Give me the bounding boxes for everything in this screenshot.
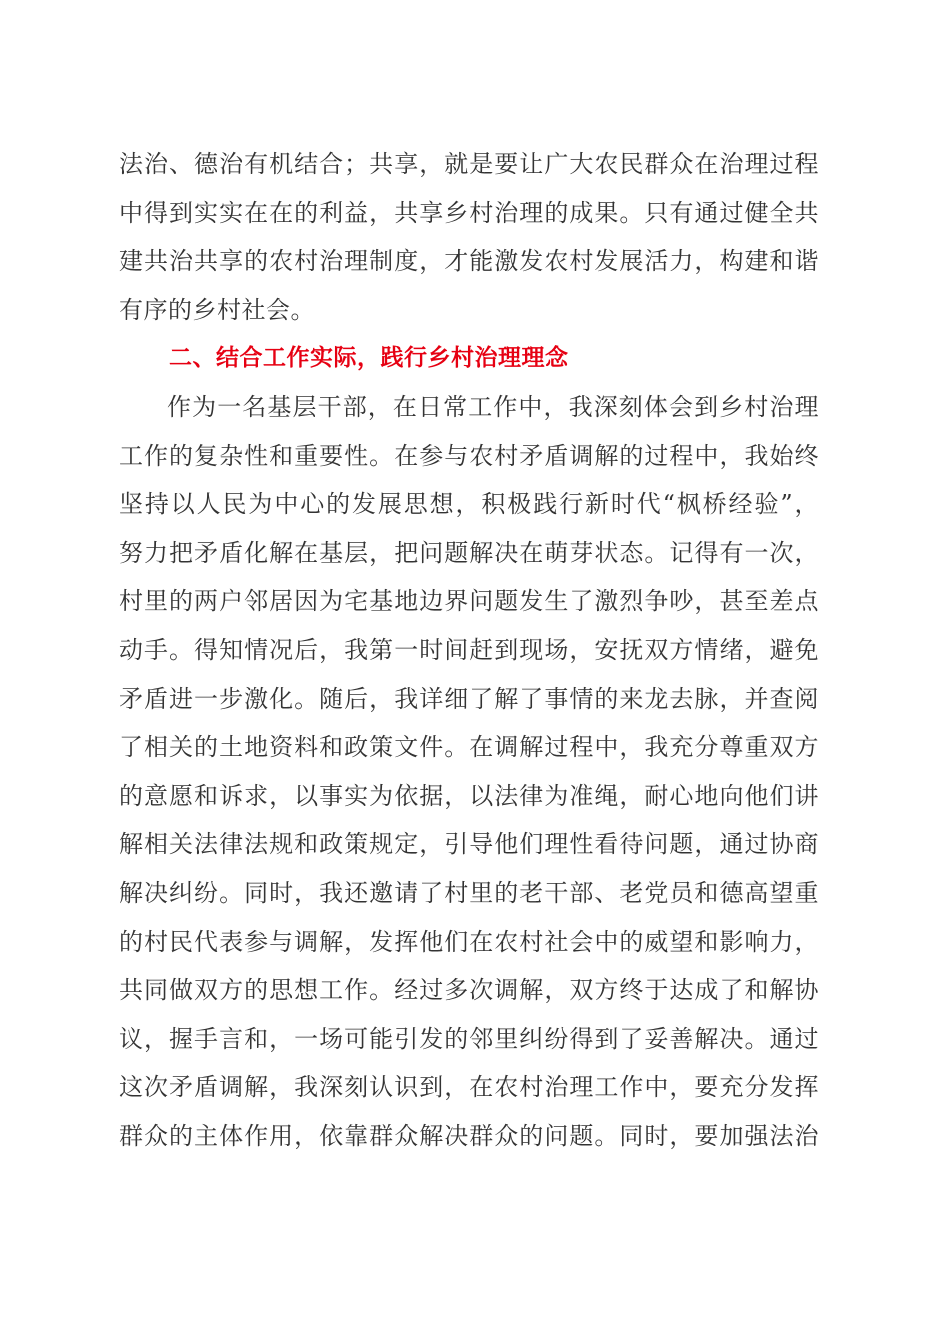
section-heading: 二、结合工作实际，践行乡村治理理念 <box>169 345 569 372</box>
text-line: 村里的两户邻居因为宅基地边界问题发生了激烈争吵，甚至差点 <box>119 587 819 616</box>
text-line: 共同做双方的思想工作。经过多次调解，双方终于达成了和解协 <box>119 976 819 1005</box>
text-line: 矛盾进一步激化。随后，我详细了解了事情的来龙去脉，并查阅 <box>119 684 819 713</box>
text-line: 动手。得知情况后，我第一时间赶到现场，安抚双方情绪，避免 <box>119 635 819 664</box>
text-line: 法治、德治有机结合；共享，就是要让广大农民群众在治理过程 <box>119 150 819 178</box>
text-line: 作为一名基层干部，在日常工作中，我深刻体会到乡村治理 <box>167 392 819 421</box>
text-line: 努力把矛盾化解在基层，把问题解决在萌芽状态。记得有一次， <box>119 538 819 567</box>
text-line: 的村民代表参与调解，发挥他们在农村社会中的威望和影响力， <box>119 927 819 956</box>
text-line: 坚持以人民为中心的发展思想，积极践行新时代“枫桥经验”， <box>119 490 819 519</box>
paragraph-1 <box>119 140 819 334</box>
text-line: 议，握手言和，一场可能引发的邻里纠纷得到了妥善解决。通过 <box>119 1024 819 1053</box>
text-line: 工作的复杂性和重要性。在参与农村矛盾调解的过程中，我始终 <box>119 441 819 470</box>
text-line: 解决纠纷。同时，我还邀请了村里的老干部、老党员和德高望重 <box>119 878 819 907</box>
text-line: 了相关的土地资料和政策文件。在调解过程中，我充分尊重双方 <box>119 733 819 762</box>
text-line: 有序的乡村社会。 <box>119 295 315 324</box>
text-line: 解相关法律法规和政策规定，引导他们理性看待问题，通过协商 <box>119 830 819 859</box>
text-line: 群众的主体作用，依靠群众解决群众的问题。同时，要加强法治 <box>119 1121 819 1150</box>
paragraph-2 <box>119 383 819 1161</box>
text-line: 中得到实实在在的利益，共享乡村治理的成果。只有通过健全共 <box>119 198 819 227</box>
text-line: 的意愿和诉求，以事实为依据，以法律为准绳，耐心地向他们讲 <box>119 781 819 810</box>
text-line: 这次矛盾调解，我深刻认识到，在农村治理工作中，要充分发挥 <box>119 1073 819 1102</box>
text-line: 建共治共享的农村治理制度，才能激发农村发展活力，构建和谐 <box>119 247 819 276</box>
document-body <box>119 140 819 1160</box>
